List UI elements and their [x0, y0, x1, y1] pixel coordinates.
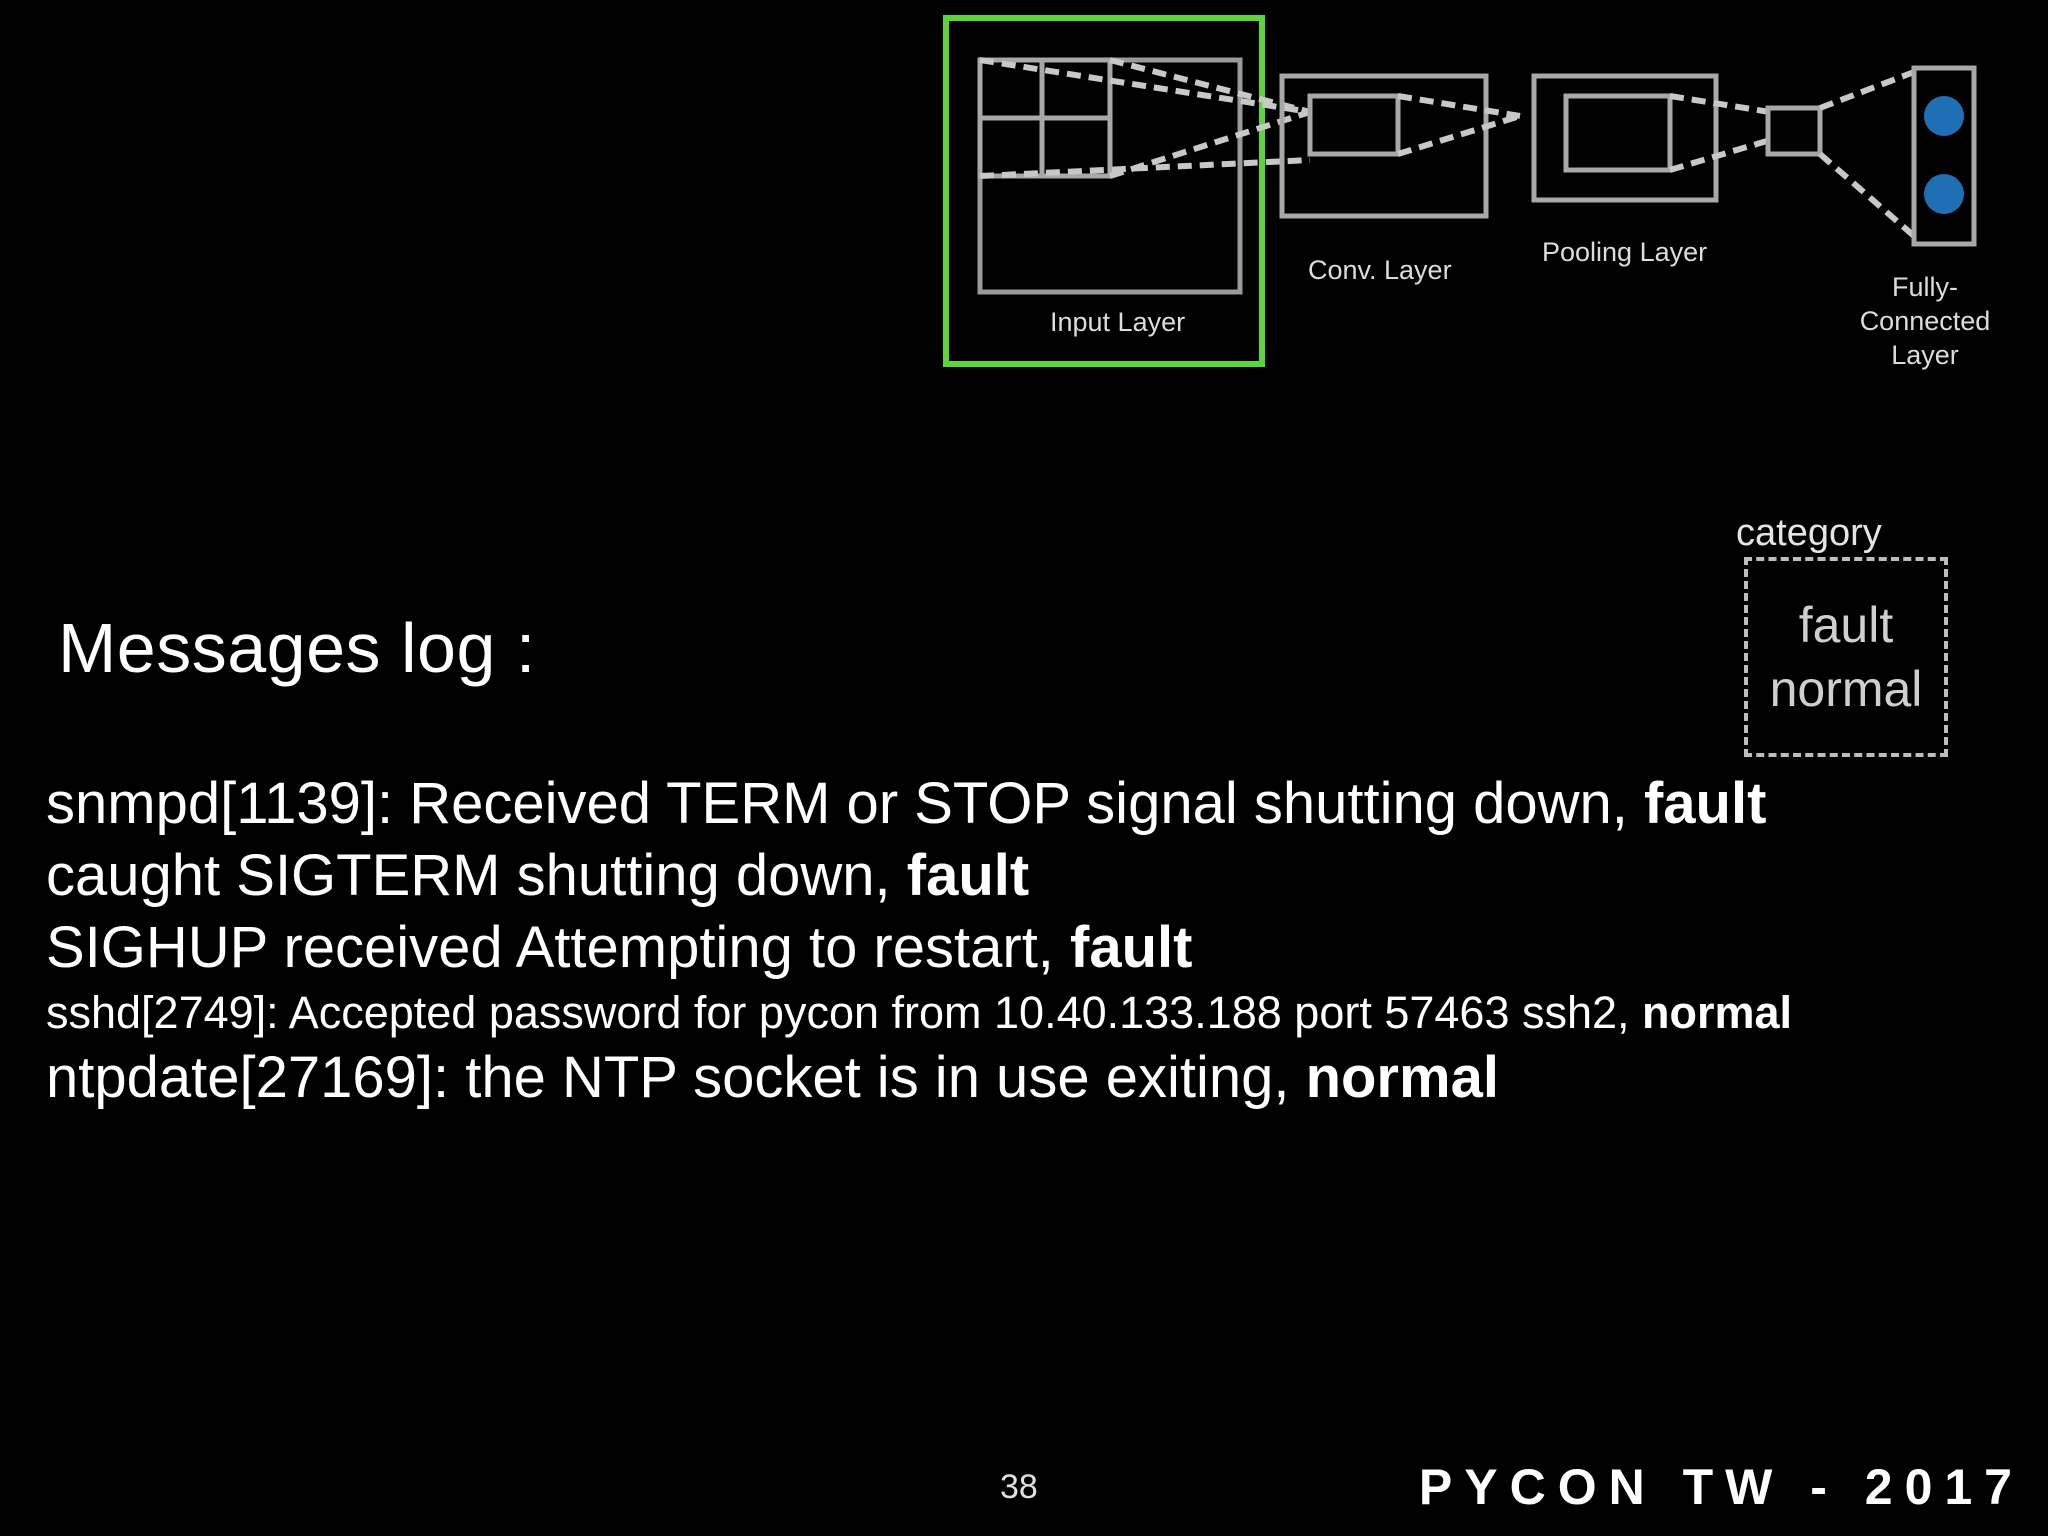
log-tag: normal [1642, 987, 1793, 1038]
fc-node-1 [1924, 96, 1964, 136]
log-message: sshd[2749]: Accepted password for pycon from 10.40.133.188 port 57463 ssh2, [46, 987, 1643, 1038]
fc-node-2 [1924, 174, 1964, 214]
page-number: 38 [1000, 1468, 1038, 1506]
log-tag: fault [906, 843, 1030, 908]
log-tag: normal [1305, 1045, 1499, 1110]
category-label: category [1736, 512, 1882, 554]
fc-layer-box [1914, 68, 1974, 244]
cnn-diagram [0, 0, 2048, 400]
input-layer-label: Input Layer [1050, 307, 1186, 337]
cnn-diagram-graphic [0, 0, 2048, 400]
log-line [46, 912, 2006, 984]
log-line [46, 768, 2006, 840]
log-message: ntpdate[27169]: the NTP socket is in use exiting, [46, 1045, 1306, 1110]
category-item-normal: normal [1769, 661, 1923, 717]
log-line [46, 840, 2006, 912]
category-box [1744, 557, 1948, 757]
log-message: SIGHUP received Attempting to restart, [46, 915, 1071, 980]
fc-layer-label: Fully- Connected Layer [1859, 272, 1991, 370]
log-line [46, 984, 2006, 1042]
log-message: snmpd[1139]: Received TERM or STOP signal shutting down, [46, 771, 1644, 836]
category-item-fault: fault [1798, 597, 1894, 653]
log-line [46, 1042, 2006, 1114]
log-message: caught SIGTERM shutting down, [46, 843, 907, 908]
slide-heading: Messages log : [58, 609, 536, 687]
log-tag: fault [1070, 915, 1193, 980]
conv-layer-label: Conv. Layer [1308, 255, 1452, 285]
log-tag: fault [1643, 771, 1767, 836]
log-lines [46, 768, 2006, 1114]
pooling-layer-label: Pooling Layer [1542, 237, 1708, 267]
footer-brand: PYCON TW - 2017 [1418, 1459, 2024, 1515]
